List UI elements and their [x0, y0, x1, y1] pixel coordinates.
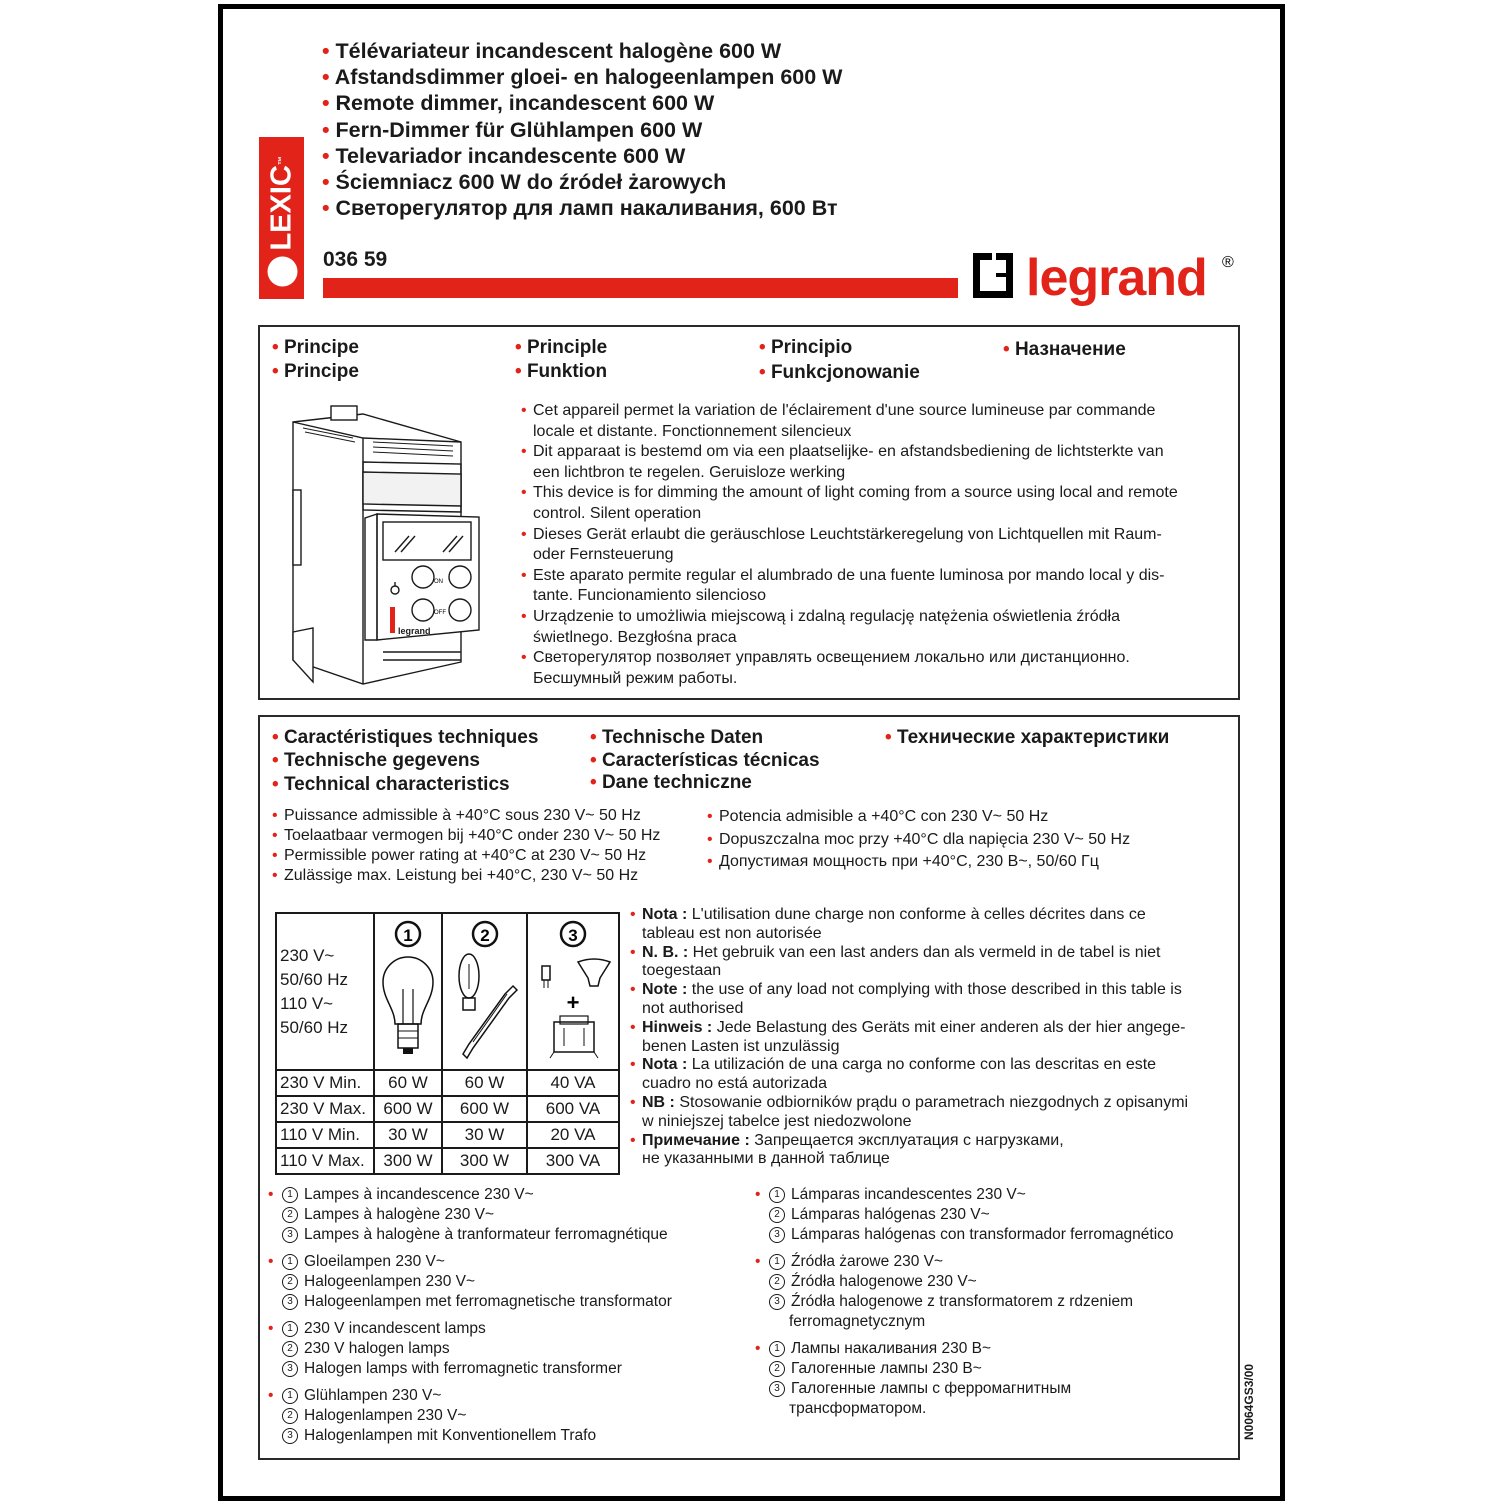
document-code: N0064GS3/00	[1242, 1363, 1256, 1440]
column-incandescent	[374, 913, 442, 1070]
lexic-tab	[259, 137, 304, 299]
legend-pl: • 1 Źródła żarowe 230 V~ 2 Źródła halogenowe 230 V~ 3 Źródła halogenowe z transformatorem z rdzeniem ferromagnetycznym	[755, 1253, 1134, 1330]
note-pl: • NB : Stosowanie odbiorników prądu o parametrach niezgodnych z opisanymi w niniejszej tabelce jest niedozwolone	[630, 1093, 1189, 1130]
principle-descriptions	[521, 401, 1236, 689]
principle-de: • Dieses Gerät erlaubt die geräuschlose Leuchtstärkeregelung von Lichtquellen mit Raum- oder Fernsteuerung	[521, 525, 1162, 564]
note-es: • Nota : La utilización de una carga no conforme con las descritas en este cuadro no está autorizada	[630, 1056, 1157, 1093]
legend-en: • 1 230 V incandescent lamps 2 230 V halogen lamps 3 Halogen lamps with ferromagnetic transformer	[268, 1320, 622, 1377]
header-red-bar	[323, 278, 958, 298]
table-row: 230 V Max. 600 W 600 W 600 VA	[276, 1096, 619, 1122]
tech-heading-es: • Características técnicas	[590, 750, 820, 771]
title-es: • Televariador incandescente 600 W	[322, 143, 686, 168]
legrand-logo	[970, 247, 1240, 317]
principle-heading-ru: • Назначение	[1003, 339, 1126, 360]
note-de: • Hinweis : Jede Belastung des Geräts mit einer anderen als der hier angege- benen Lasten ist unzulässig	[630, 1018, 1186, 1055]
column-halogen-transformer	[527, 913, 619, 1070]
title-de: • Fern-Dimmer für Glühlampen 600 W	[322, 117, 703, 142]
legrand-wordmark: legrand	[1026, 249, 1207, 307]
svg-text:3: 3	[568, 926, 578, 945]
principle-heading-nl: • Principe	[272, 361, 359, 382]
principle-es: • Este aparato permite regular el alumbrado de una fuente luminosa por mando local y dis- tante. Funcionamiento silencioso	[521, 566, 1165, 605]
halogen-lamp-icon	[443, 914, 526, 1064]
load-table	[275, 912, 620, 1175]
legend-de: • 1 Glühlampen 230 V~ 2 Halogenlampen 230 V~ 3 Halogenlampen mit Konventionellem Trafo	[268, 1387, 597, 1444]
power-rating-right: • Potencia admisible a +40°C con 230 V~ 50 Hz • Dopuszczalna moc przy +40°C dla napięcia 230 V~ 50 Hz • Допустимая мощность при +40°C, 230 В~, 50/60 Гц	[707, 808, 1131, 870]
supply-voltage-cell: 230 V~ 50/60 Hz 110 V~ 50/60 Hz	[276, 913, 374, 1070]
svg-text:+: +	[566, 990, 580, 1015]
title-fr: • Télévariateur incandescent halogène 600 W	[322, 39, 782, 63]
reference-number: 036 59	[323, 248, 388, 271]
note-ru: • Примечание : Запрещается эксплуатация с нагрузками, не указанными в данной таблице	[630, 1131, 1064, 1168]
usage-notes	[630, 906, 1230, 1169]
legend-fr: • 1 Lampes à incandescence 230 V~ 2 Lampes à halogène 230 V~ 3 Lampes à halogène à tranformateur ferromagnétique	[268, 1186, 668, 1243]
dimmer-device-illustration	[283, 402, 488, 690]
power-rating-left: • Puissance admissible à +40°C sous 230 V~ 50 Hz • Toelaatbaar vermogen bij +40°C onder 230 V~ 50 Hz • Permissible power rating at +40°C at 230 V~ 50 Hz • Zulässige max. Leistung bei +40°C, 230 V~ 50 Hz	[272, 807, 661, 884]
lexic-label: LEXIC™	[260, 135, 305, 297]
principle-heading-es: • Principio	[759, 337, 853, 358]
svg-text:legrand: legrand	[398, 626, 431, 636]
tech-heading-de: • Technische Daten	[590, 727, 764, 748]
principle-nl: • Dit apparaat is bestemd om via een plaatselijke- en afstandsbediening de lichtsterkte van een lichtbron te regelen. Geruisloze werking	[521, 443, 1164, 481]
svg-text:2: 2	[480, 926, 490, 945]
svg-text:1: 1	[403, 926, 413, 945]
tech-heading-nl: • Technische gegevens	[272, 750, 480, 771]
lexic-circle-icon	[268, 257, 298, 287]
principle-pl: • Urządzenie to umożliwia miejscową i zdalną regulację natężenia oświetlenia źródła świetlnego. Bezgłośna praca	[521, 607, 1120, 646]
lamp-legend-left	[268, 1185, 672, 1453]
principle-heading-pl: • Funkcjonowanie	[759, 362, 920, 383]
principle-heading-fr: • Principe	[272, 337, 359, 358]
column-halogen	[442, 913, 527, 1070]
lamp-legend-right	[755, 1185, 1174, 1426]
principle-heading-en: • Principle	[515, 337, 608, 358]
tech-heading-ru: • Технические характеристики	[885, 727, 1170, 748]
svg-text:ON: ON	[434, 579, 443, 585]
legend-es: • 1 Lámparas incandescentes 230 V~ 2 Lámparas halógenas 230 V~ 3 Lámparas halógenas con transformador ferromagnético	[755, 1186, 1174, 1243]
svg-text:®: ®	[1222, 254, 1234, 271]
tech-heading-pl: • Dane techniczne	[590, 772, 752, 793]
principle-heading-de: • Funktion	[515, 361, 608, 382]
title-ru: • Светорегулятор для ламп накаливания, 600 Вт	[322, 196, 838, 221]
note-nl: • N. B. : Het gebruik van een last anders dan als vermeld in de tabel is niet toegestaan	[630, 943, 1161, 980]
principle-en: • This device is for dimming the amount of light coming from a source using local and remote control. Silent operation	[521, 484, 1178, 522]
title-nl: • Afstandsdimmer gloei- en halogeenlampen 600 W	[322, 65, 843, 90]
table-row: 230 V Min. 60 W 60 W 40 VA	[276, 1070, 619, 1096]
svg-text:OFF: OFF	[434, 610, 446, 616]
product-titles	[322, 38, 842, 221]
title-pl: • Ściemniacz 600 W do źródeł żarowych	[322, 170, 727, 195]
legend-nl: • 1 Gloeilampen 230 V~ 2 Halogeenlampen 230 V~ 3 Halogeenlampen met ferromagnetische transformator	[268, 1253, 672, 1310]
table-row: 110 V Max. 300 W 300 W 300 VA	[276, 1148, 619, 1174]
table-row: 110 V Min. 30 W 30 W 20 VA	[276, 1122, 619, 1148]
incandescent-bulb-icon	[375, 914, 441, 1064]
note-en: • Note : the use of any load not complying with those described in this table is not authorised	[630, 981, 1182, 1017]
title-en: • Remote dimmer, incandescent 600 W	[322, 91, 715, 116]
note-fr: • Nota : L'utilisation dune charge non conforme à celles décrites dans ce tableau est non autorisée	[630, 906, 1146, 942]
halogen-transformer-icon	[528, 914, 618, 1064]
principle-ru: • Светорегулятор позволяет управлять освещением локально или дистанционно. Бесшумный режим работы.	[521, 649, 1130, 687]
tech-heading-fr: • Caractéristiques techniques	[272, 727, 539, 748]
principle-fr: • Cet appareil permet la variation de l'éclairement d'une source lumineuse par commande locale et distante. Fonctionnement silencieux	[521, 402, 1156, 440]
tech-heading-en: • Technical characteristics	[272, 774, 510, 795]
legend-ru: • 1 Лампы накаливания 230 В~ 2 Галогенные лампы 230 В~ 3 Галогенные лампы с ферромагнитным трансформатором.	[755, 1340, 1072, 1417]
